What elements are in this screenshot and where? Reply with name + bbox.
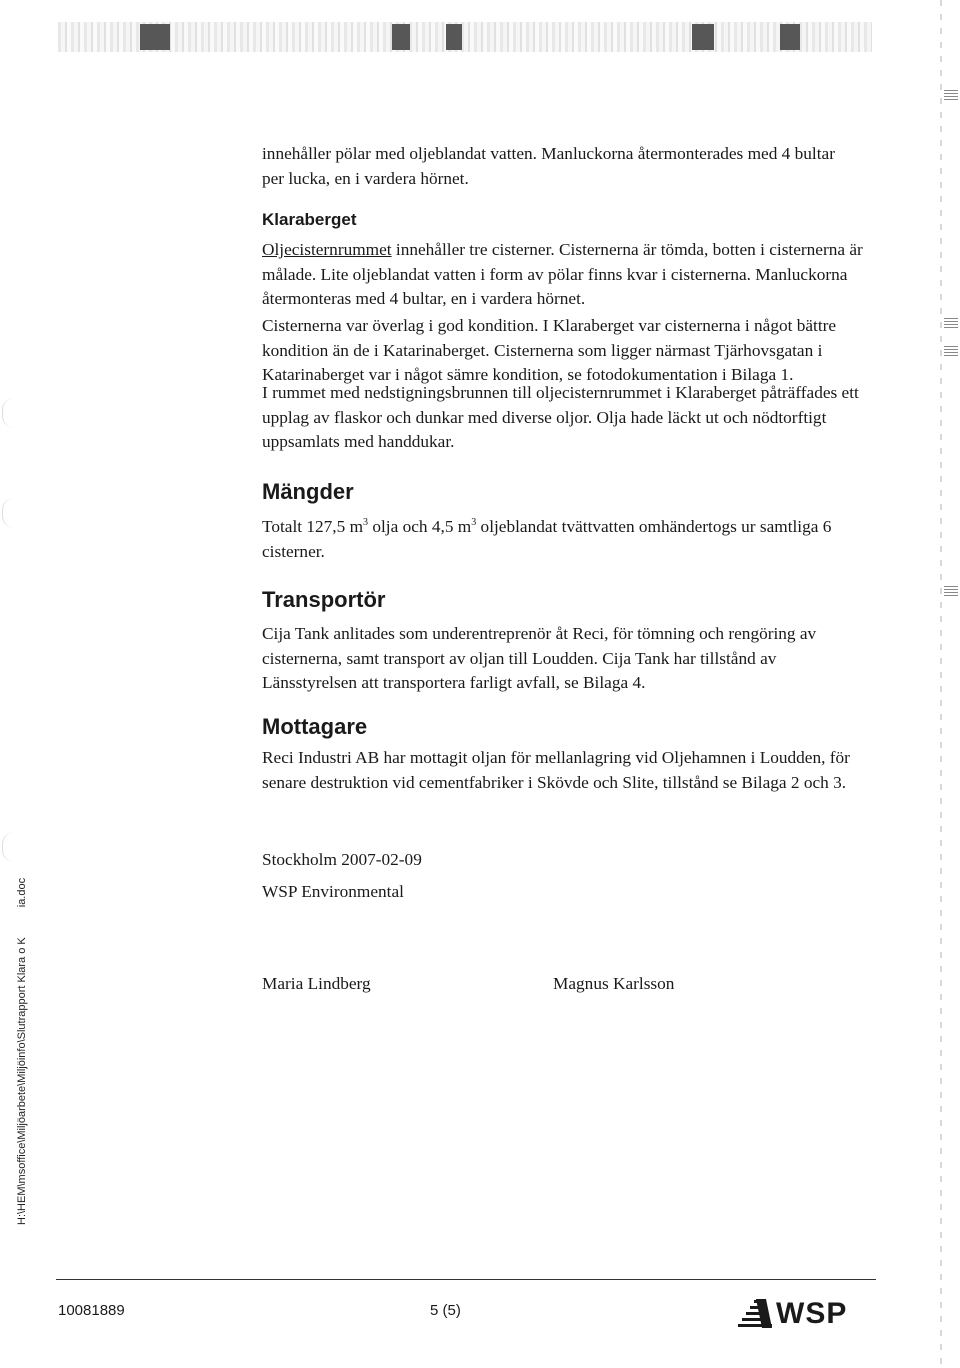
text-part: olja och 4,5 m	[368, 517, 472, 536]
klaraberget-paragraph-1	[262, 238, 874, 312]
superscript: 3	[471, 517, 477, 529]
section-heading-mangder: Mängder	[262, 479, 354, 504]
scan-margin-mark	[2, 398, 23, 428]
section-heading-mottagare: Mottagare	[262, 714, 368, 739]
section-heading-klaraberget: Klaraberget	[262, 210, 357, 229]
wsp-logo-icon	[736, 1297, 774, 1331]
scan-block	[780, 24, 800, 50]
mangder-paragraph	[262, 515, 874, 564]
signer-name: Maria Lindberg	[262, 974, 371, 993]
text-part: oljeblandat tvättvatten omhändertogs ur samtliga 6 cisterner.	[262, 517, 832, 561]
scan-edge-mark	[944, 90, 958, 100]
mottagare-paragraph: Reci Industri AB har mottagit oljan för mellanlagring vid Oljehamnen i Loudden, för senare destruktion vid cementfabriker i Skövde och Slite, tillstånd se Bilaga 2 och 3.	[262, 748, 850, 792]
section-heading-transportor: Transportör	[262, 587, 386, 612]
klaraberget-paragraph-3: I rummet med nedstigningsbrunnen till oljecisternrummet i Klaraberget påträffades ett upplag av flaskor och dunkar med diverse oljor. Olja hade läckt ut och nödtorftigt uppsamlats med handdukar.	[262, 383, 859, 451]
wsp-logo-text: WSP	[776, 1297, 848, 1330]
intro-paragraph	[262, 142, 874, 191]
place-and-date: Stockholm 2007-02-09	[262, 850, 422, 869]
scan-header-band	[58, 22, 872, 52]
file-path-label	[16, 877, 28, 1225]
klaraberget-paragraph-2: Cisternerna var överlag i god kondition. I Klaraberget var cisternerna i något bättre kondition än de i Katarinaberget. Cisternerna som ligger närmast Tjärhovsgatan i Katarinaberget var i något sämre kondition, se fotodokumentation i Bilaga 1.	[262, 316, 837, 384]
scan-margin-mark	[2, 832, 23, 862]
scan-block	[392, 24, 410, 50]
intro-line: innehåller pölar med oljeblandat vatten. Manluckorna återmonterades med 4 bultar	[262, 144, 835, 163]
company-name: WSP Environmental	[262, 882, 404, 901]
transportor-paragraph: Cija Tank anlitades som underentreprenör åt Reci, för tömning och rengöring av cisternerna, samt transport av oljan till Loudden. Cija Tank har tillstånd av Länsstyrelsen att transportera farligt avfall, se Bilaga 4.	[262, 624, 817, 692]
document-number: 10081889	[58, 1302, 125, 1319]
scan-block	[692, 24, 714, 50]
signer-name: Magnus Karlsson	[553, 974, 675, 993]
paragraph-text: innehåller tre cisterner. Cisternerna är tömda, botten i cisternerna är målade. Lite oljeblandat vatten i form av pölar finns kvar i cisternerna. Manluckorna återmonteras med 4 bultar, en i vardera hörnet.	[262, 240, 863, 308]
scan-block	[446, 24, 462, 50]
underlined-term: Oljecisternrummet	[262, 240, 392, 259]
scan-edge-mark	[944, 346, 958, 356]
footer-divider	[56, 1279, 876, 1280]
scan-edge-line	[940, 0, 942, 1368]
file-path-text: H:\HEM\msoffice\Miljöarbete\Miljöinfo\Slutrapport Klara o K	[16, 937, 28, 1225]
scan-edge-mark	[944, 318, 958, 328]
text-part: Totalt 127,5 m	[262, 517, 364, 536]
file-path-suffix: ia.doc	[16, 877, 28, 908]
page-number: 5 (5)	[430, 1302, 461, 1319]
scan-block	[140, 24, 170, 50]
scan-margin-mark	[2, 498, 23, 528]
superscript: 3	[363, 517, 369, 529]
scan-edge-mark	[944, 586, 958, 596]
intro-line: per lucka, en i vardera hörnet.	[262, 168, 469, 188]
wsp-logo	[736, 1294, 847, 1334]
